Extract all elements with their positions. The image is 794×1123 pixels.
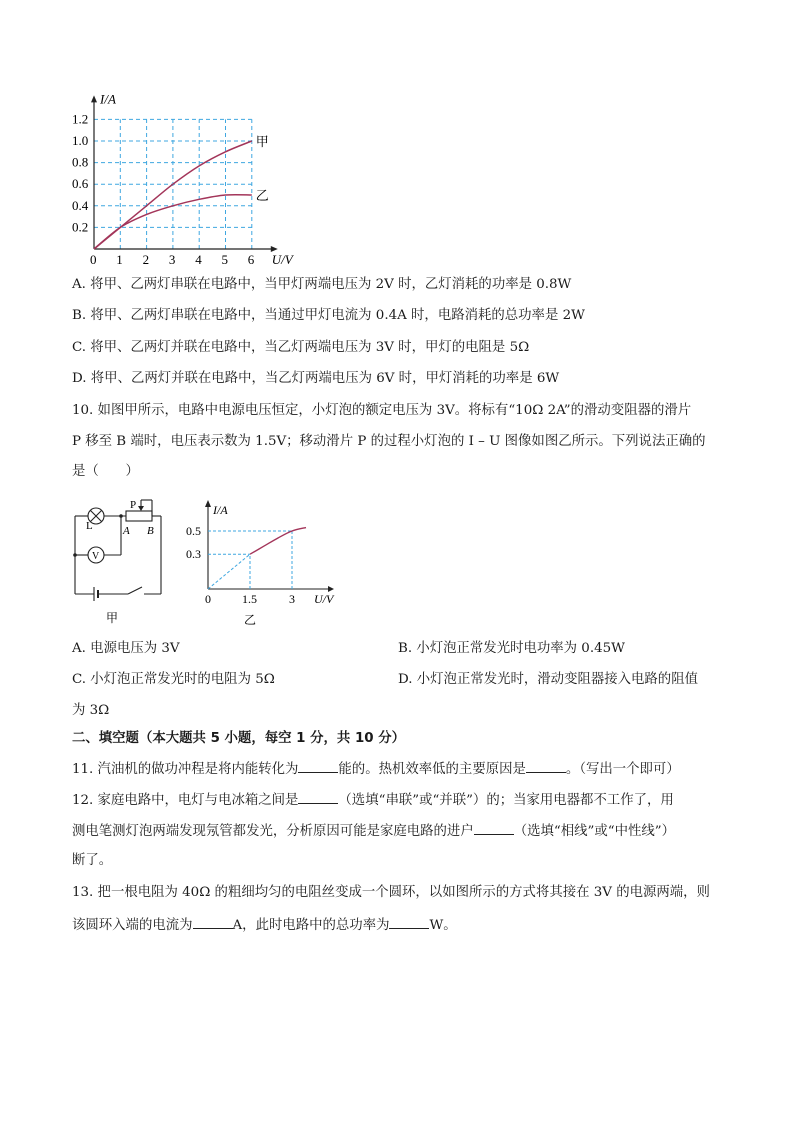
q10-option-c: C. 小灯泡正常发光时的电阻为 5Ω xyxy=(72,672,275,687)
y-tick-label: 0.2 xyxy=(72,219,89,235)
q13-blank-2[interactable] xyxy=(389,915,429,929)
x-axis-label: U/V xyxy=(314,592,334,606)
x-tick-label: 3 xyxy=(168,252,176,267)
x-tick-label: 4 xyxy=(195,252,202,267)
label-V: V xyxy=(92,551,100,562)
y-axis-label: I/A xyxy=(213,503,228,517)
y-tick-label: 0.5 xyxy=(186,524,201,538)
rheostat-symbol xyxy=(126,511,152,521)
label-L: L xyxy=(86,520,93,532)
q11-text-a: 11. 汽油机的做功冲程是将内能转化为 xyxy=(72,762,299,777)
q10-stem-line3: 是（ ） xyxy=(72,464,139,479)
series-line xyxy=(250,528,306,555)
x-tick-label: 1.5 xyxy=(242,592,257,606)
iu-graph-jia-yi xyxy=(60,58,310,278)
x-tick-label: 0 xyxy=(205,592,211,606)
label-B: B xyxy=(147,525,154,537)
q11-text-c: 。（写出一个即可） xyxy=(565,762,680,777)
circuit-caption: 甲 xyxy=(106,611,119,625)
y-axis-arrow xyxy=(205,500,211,507)
circuit-diagram xyxy=(66,494,176,629)
q12-text-a: 12. 家庭电路中，电灯与电冰箱之间是 xyxy=(72,793,299,808)
y-axis-label: I/A xyxy=(100,91,116,107)
q9-option-c: C. 将甲、乙两灯并联在电路中，当乙灯两端电压为 3V 时，甲灯的电阻是 5Ω xyxy=(72,340,530,355)
series-label: 甲 xyxy=(255,135,269,150)
q12-text-d: （选填“相线”或“中性线”） xyxy=(513,824,676,839)
q13-line2 xyxy=(72,915,457,935)
q13-text-c: W。 xyxy=(429,918,457,933)
q9-option-d: D. 将甲、乙两灯并联在电路中，当乙灯两端电压为 6V 时，甲灯消耗的功率是 6W xyxy=(72,371,560,386)
q11-text-b: 能的。热机效率低的主要原因是 xyxy=(338,762,526,777)
iu-graph-lamp xyxy=(180,498,340,630)
y-tick-label: 0.3 xyxy=(186,547,201,562)
q10-option-a: A. 电源电压为 3V xyxy=(72,641,180,656)
q10-option-b: B. 小灯泡正常发光时电功率为 0.45W xyxy=(398,641,625,656)
q13-text-a: 该圆环入端的电流为 xyxy=(72,918,193,933)
q12-line2 xyxy=(72,821,675,841)
graph-caption: 乙 xyxy=(244,613,257,627)
q12-text-c: 测电笔测灯泡两端发现氖管都发光，分析原因可能是家庭电路的进户 xyxy=(72,824,474,839)
y-tick-label: 1.2 xyxy=(72,111,89,127)
y-axis-arrow xyxy=(91,95,97,102)
q13-line1: 13. 把一根电阻为 40Ω 的粗细均匀的电阻丝变成一个圆环，以如图所示的方式将其接在 3V 的电源两端，则 xyxy=(72,885,710,900)
y-tick-label: 0.8 xyxy=(72,154,89,170)
y-tick-label: 0.4 xyxy=(72,197,89,213)
q10-option-d: D. 小灯泡正常发光时，滑动变阻器接入电路的阻值 xyxy=(398,672,698,687)
q12-text-b: （选填“串联”或“并联”）的；当家用电器都不工作了，用 xyxy=(338,793,674,808)
q12-line3: 断了。 xyxy=(72,853,113,868)
q10-option-d-continued: 为 3Ω xyxy=(72,703,110,718)
q10-stem-line2: P 移至 B 端时，电压表示数为 1.5V；移动滑片 P 的过程小灯泡的 I – U 图像如图乙所示。下列说法正确的 xyxy=(72,434,706,449)
x-tick-label: 1 xyxy=(116,252,123,267)
q9-option-b: B. 将甲、乙两灯串联在电路中，当通过甲灯电流为 0.4A 时，电路消耗的总功率是 2W xyxy=(72,308,585,323)
guide-line xyxy=(208,554,250,589)
q12-blank-1[interactable] xyxy=(298,790,338,804)
q11-blank-1[interactable] xyxy=(298,759,338,773)
q9-option-a: A. 将甲、乙两灯串联在电路中，当甲灯两端电压为 2V 时，乙灯消耗的功率是 0.8W xyxy=(72,277,572,292)
x-axis-label: U/V xyxy=(271,252,293,267)
y-tick-label: 0.6 xyxy=(72,176,89,192)
series-label: 乙 xyxy=(255,189,269,204)
x-tick-label: 3 xyxy=(289,592,295,606)
x-tick-label: 0 xyxy=(90,252,97,267)
q13-blank-1[interactable] xyxy=(193,915,233,929)
q13-text-b: A，此时电路中的总功率为 xyxy=(232,918,390,933)
label-P: P xyxy=(130,499,137,511)
section-heading: 二、填空题（本大题共 5 小题，每空 1 分，共 10 分） xyxy=(72,731,406,746)
x-tick-label: 2 xyxy=(142,252,150,267)
x-tick-label: 6 xyxy=(247,252,255,267)
x-tick-label: 5 xyxy=(221,252,228,267)
q12-blank-2[interactable] xyxy=(474,821,514,835)
q11-blank-2[interactable] xyxy=(526,759,566,773)
q11-line xyxy=(72,759,680,779)
y-tick-label: 1.0 xyxy=(72,133,89,148)
label-A: A xyxy=(123,525,130,537)
q12-line1 xyxy=(72,790,674,810)
q10-stem-line1: 10. 如图甲所示，电路中电源电压恒定，小灯泡的额定电压为 3V。将标有“10Ω 2A”的滑动变阻器的滑片 xyxy=(72,403,692,418)
